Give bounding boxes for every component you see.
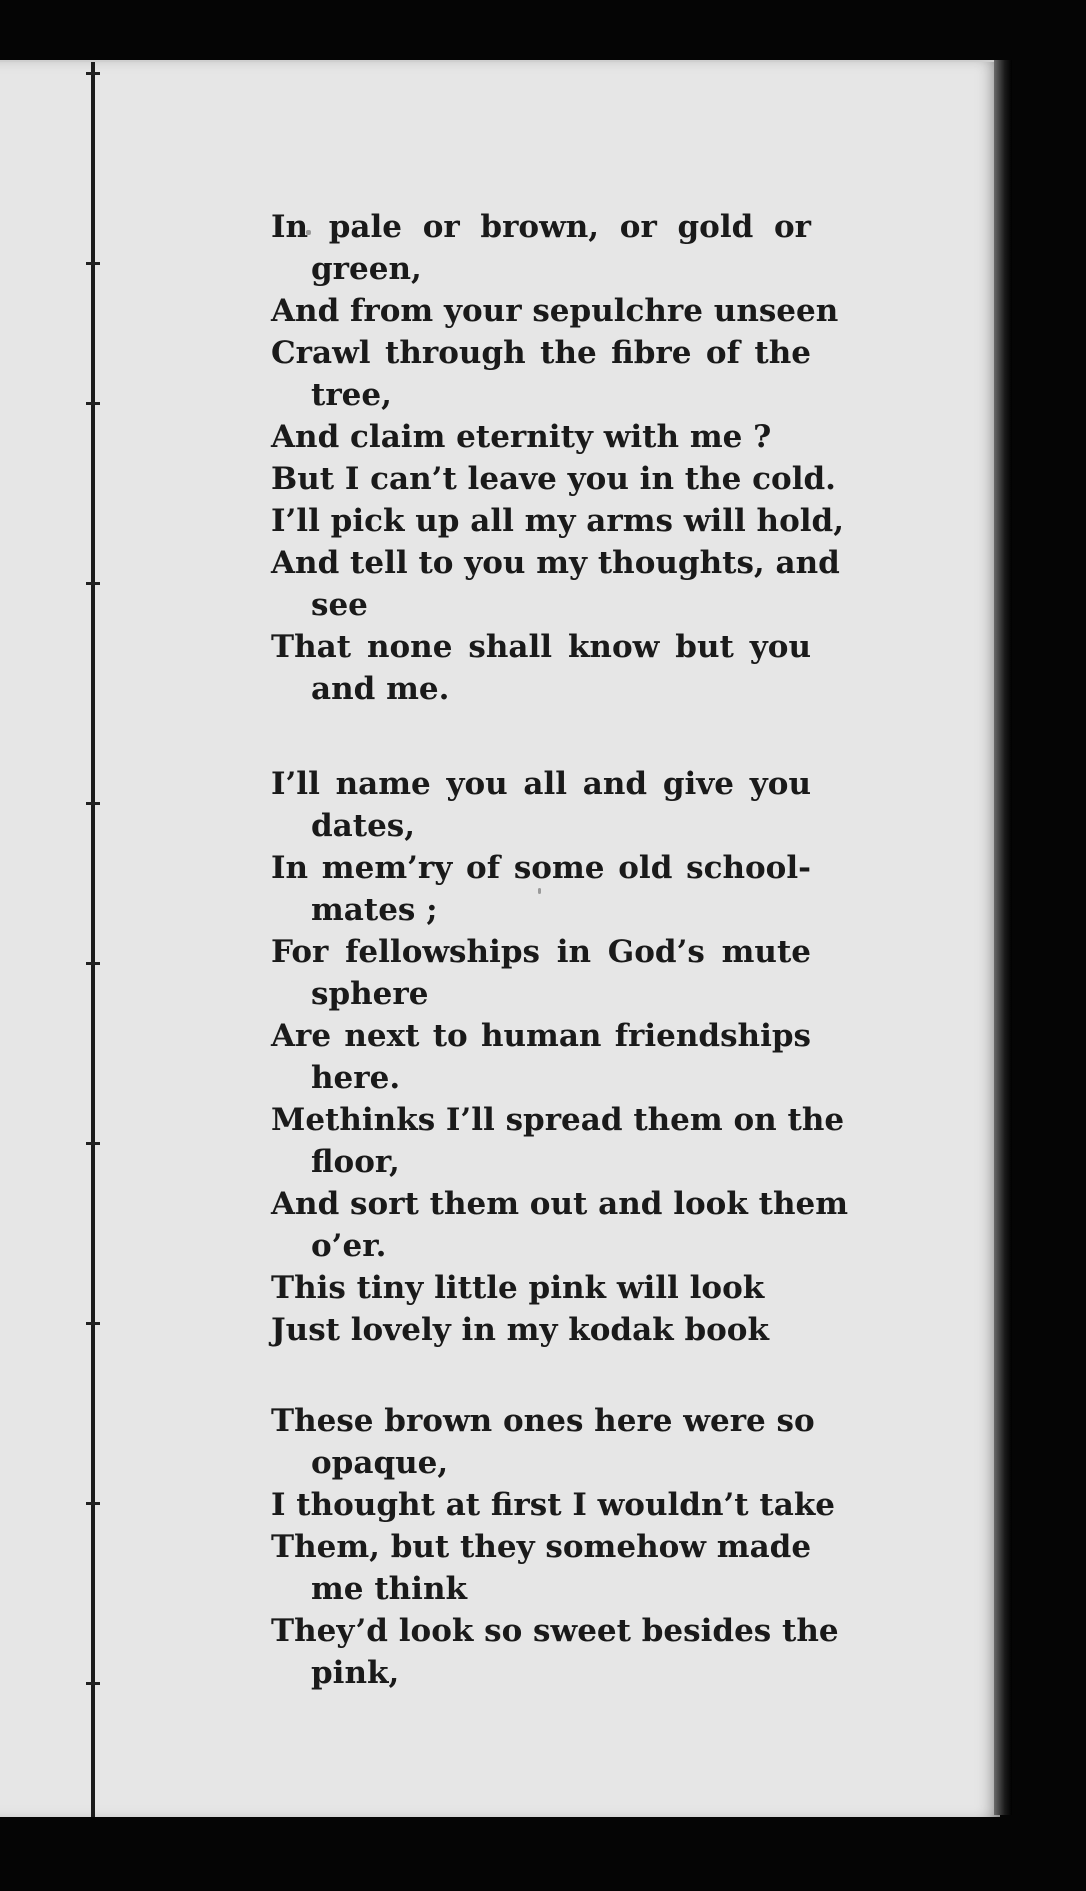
binding-mark (86, 1682, 100, 1685)
poem-line: sphere (311, 976, 429, 1012)
poem-line: They’d look so sweet besides the (271, 1613, 839, 1649)
binding-mark (86, 72, 100, 75)
poem-line: I’ll pick up all my arms will hold, (271, 503, 845, 539)
binding-mark (86, 582, 100, 585)
poem-line: And from your sepulchre unseen (271, 293, 839, 329)
binding-mark (86, 402, 100, 405)
binding-mark (86, 962, 100, 965)
poem-line: These brown ones here were so (271, 1403, 815, 1439)
binding-mark (86, 1322, 100, 1325)
poem-line: o’er. (311, 1228, 387, 1264)
poem-line: see (311, 587, 368, 623)
poem-line: And claim eternity with me ? (271, 419, 772, 455)
binding-stitch-line (91, 62, 95, 1817)
poem-line: Methinks I’ll spread them on the (271, 1102, 845, 1138)
poem-line: me think (311, 1571, 467, 1607)
poem-line: This tiny little pink will look (271, 1270, 765, 1306)
poem-line: For fellowships in God’s mute (271, 934, 811, 970)
poem-line: And tell to you my thoughts, and (271, 545, 840, 581)
binding-mark (86, 802, 100, 805)
poem-line: dates, (311, 808, 416, 844)
poem-line: opaque, (311, 1445, 449, 1481)
poem-line: That none shall know but you (271, 629, 811, 665)
poem-line: And sort them out and look them (271, 1186, 849, 1222)
poem-line: I’ll name you all and give you (271, 766, 811, 802)
poem-line: mates ; (311, 892, 438, 928)
poem-line: tree, (311, 377, 392, 413)
stanza-2 (271, 763, 849, 1351)
binding-mark (86, 1502, 100, 1505)
poem-line: green, (311, 251, 422, 287)
poem-line: Crawl through the fibre of the (271, 335, 811, 371)
poem-line: Just lovely in my kodak book (271, 1312, 769, 1348)
poem-line: In pale or brown, or gold or (271, 209, 811, 245)
poem-line: floor, (311, 1144, 400, 1180)
poem-line: here. (311, 1060, 401, 1096)
book-page (0, 60, 1000, 1817)
poem-line: Them, but they somehow made (271, 1529, 812, 1565)
poem-line: and me. (311, 671, 450, 707)
binding-mark (86, 262, 100, 265)
stanza-3 (271, 1400, 839, 1694)
poem-line: I thought at first I wouldn’t take (271, 1487, 836, 1523)
poem-line: Are next to human friendships (271, 1018, 811, 1054)
poem-line: pink, (311, 1655, 400, 1691)
poem-line: But I can’t leave you in the cold. (271, 461, 836, 497)
page-edge-shadow (994, 60, 1012, 1815)
binding-mark (86, 1142, 100, 1145)
poem-line: In mem’ry of some old school- (271, 850, 811, 886)
stanza-1 (271, 206, 845, 710)
